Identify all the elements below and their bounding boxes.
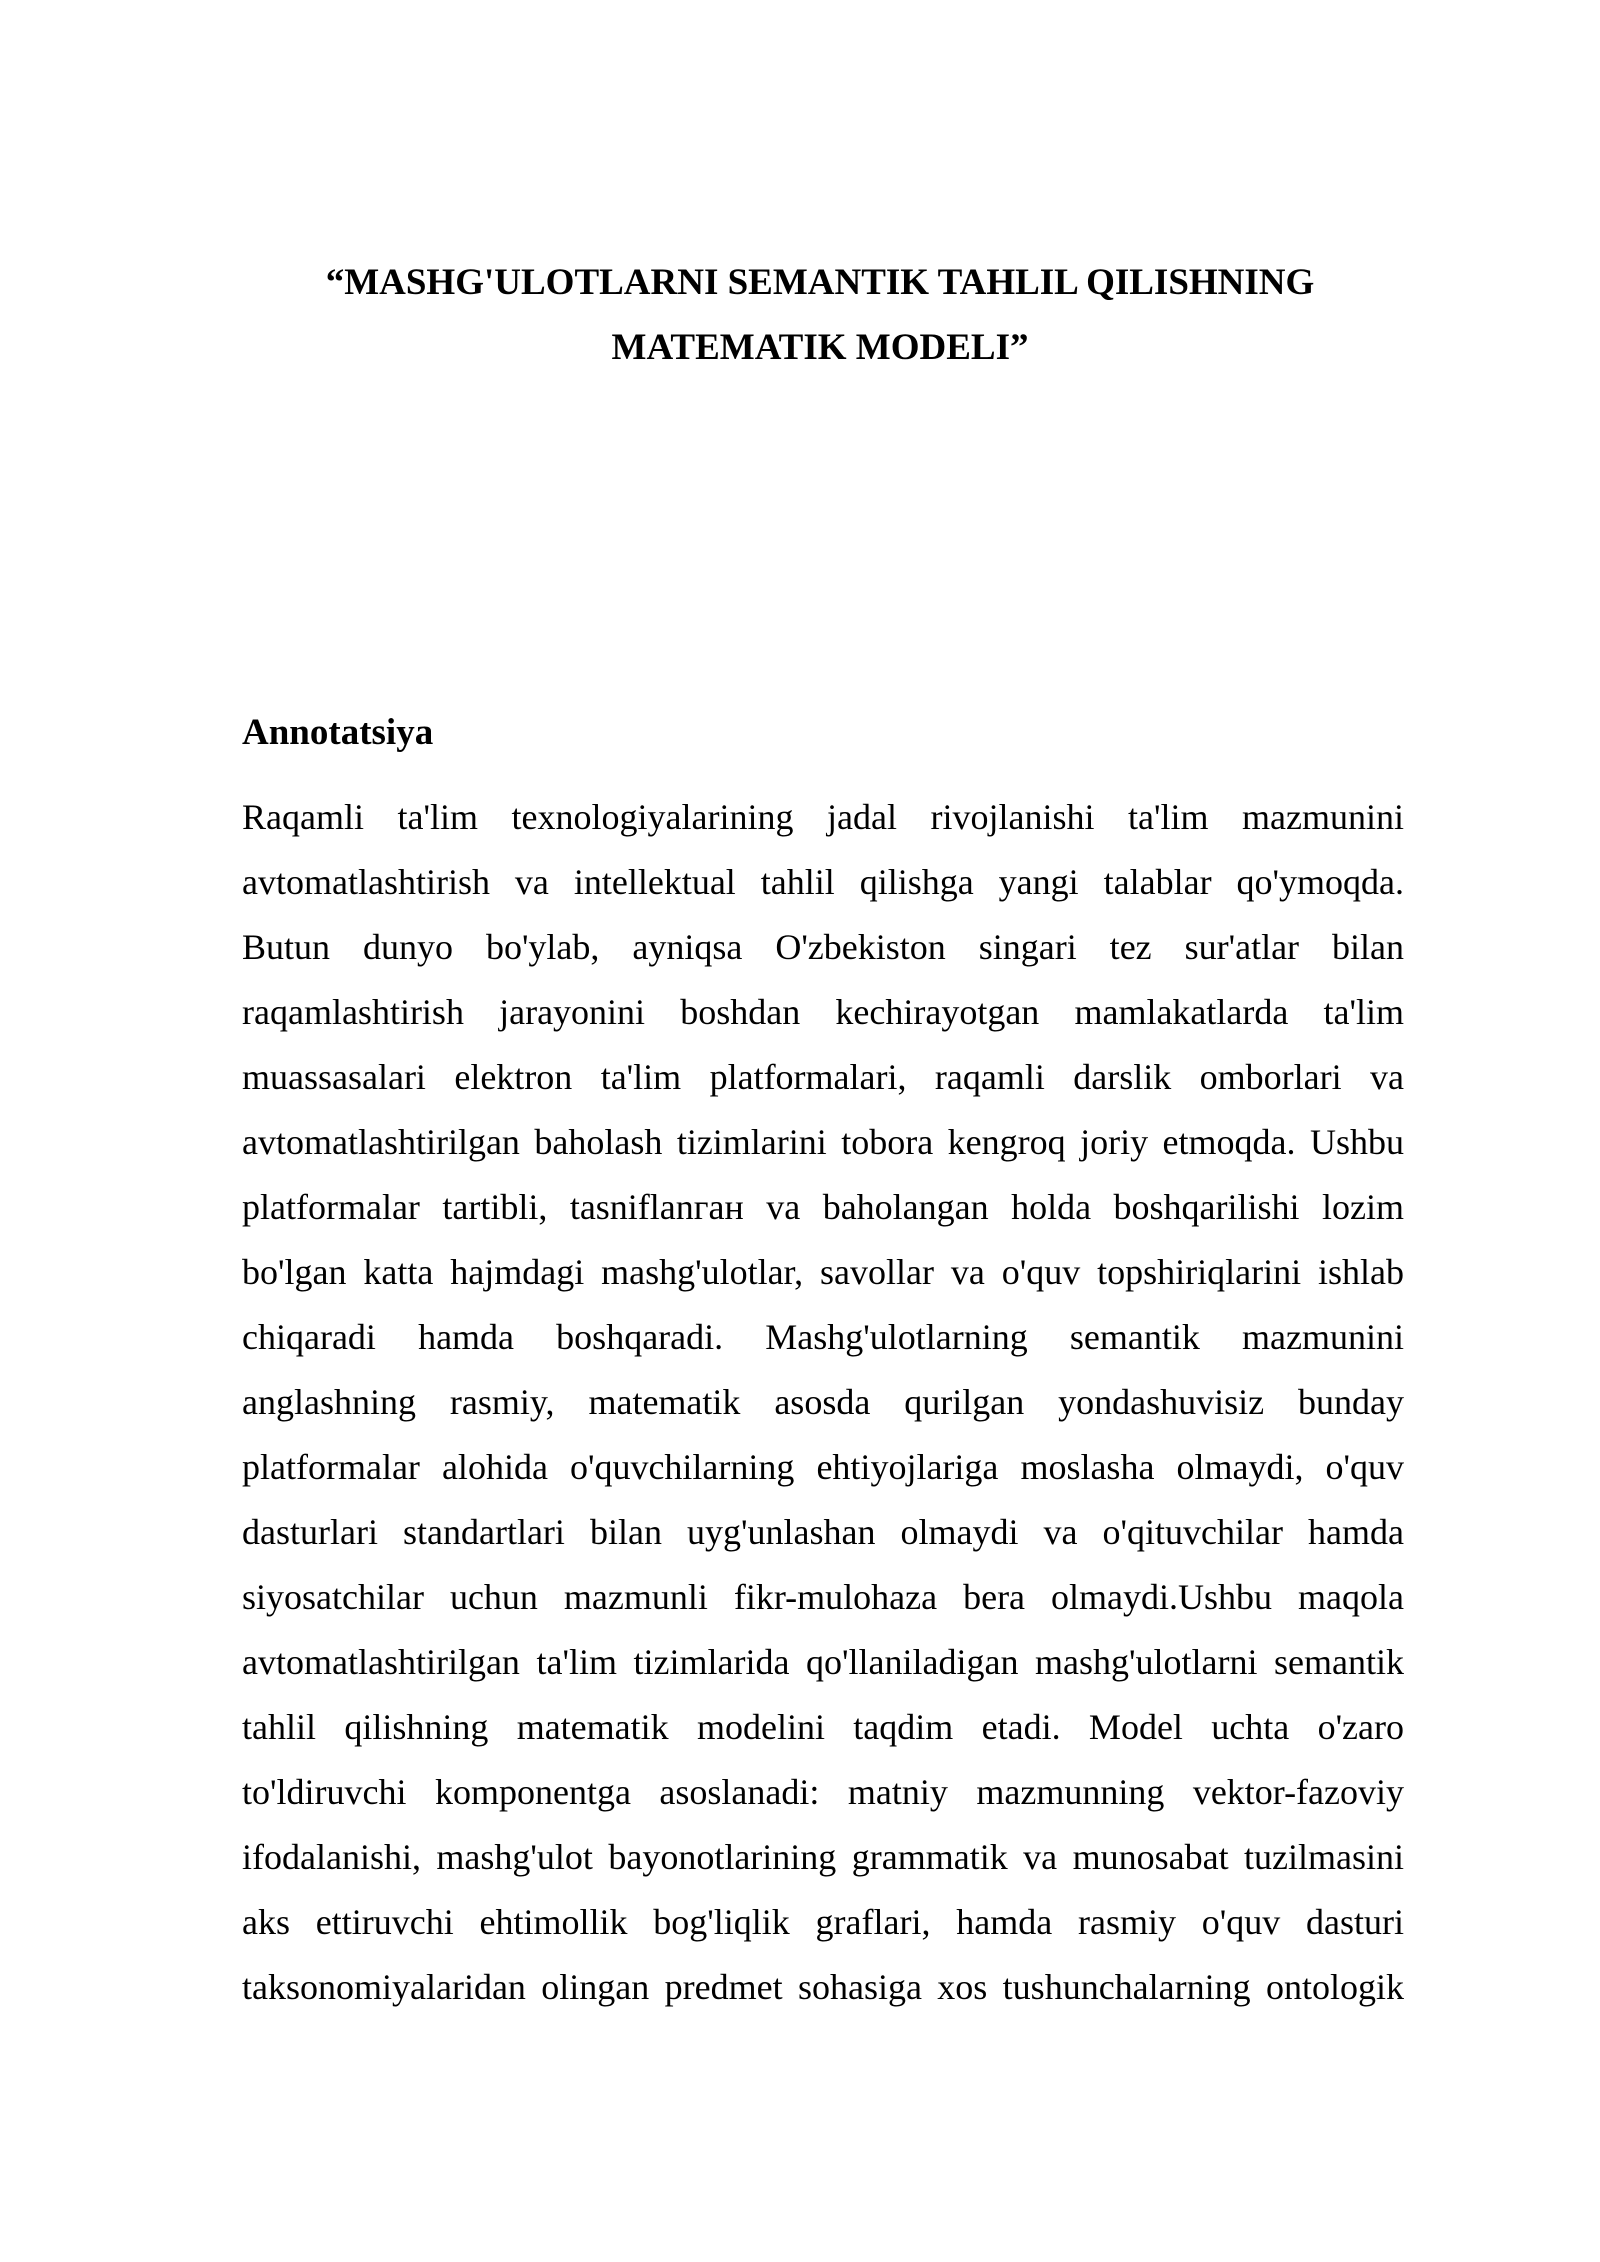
title-line-2: MATEMATIK MODELI” xyxy=(611,327,1029,368)
paragraph-line: avtomatlashtirilgan baholash tizimlarini tobora kengroq joriy etmoqda. Ushbu xyxy=(242,1122,1404,1162)
paragraph-line: raqamlashtirish jarayonini boshdan kechirayotgan mamlakatlarda ta'lim xyxy=(242,992,1404,1032)
paragraph-line: Raqamli ta'lim texnologiyalarining jadal rivojlanishi ta'lim mazmunini xyxy=(242,797,1404,837)
paragraph-line: platformalar alohida o'quvchilarning ehtiyojlariga moslasha olmaydi, o'quv xyxy=(242,1447,1404,1487)
paragraph-line: to'ldiruvchi komponentga asoslanadi: matniy mazmunning vektor-fazoviy xyxy=(242,1772,1404,1812)
paragraph-line: avtomatlashtirilgan ta'lim tizimlarida qo'llaniladigan mashg'ulotlarni semantik xyxy=(242,1642,1404,1682)
paragraph-line: ifodalanishi, mashg'ulot bayonotlarining grammatik va munosabat tuzilmasini xyxy=(242,1837,1404,1877)
title-line-1: “MASHG'ULOTLARNI SEMANTIK TAHLIL QILISHNING xyxy=(325,262,1315,303)
paragraph-line: anglashning rasmiy, matematik asosda qurilgan yondashuvisiz bunday xyxy=(242,1382,1404,1422)
paragraph-line: platformalar tartibli, tasniflanган va baholangan holda boshqarilishi lozim xyxy=(242,1187,1404,1227)
paragraph-line: Butun dunyo bo'ylab, ayniqsa O'zbekiston singari tez sur'atlar bilan xyxy=(242,927,1404,967)
paragraph-line: avtomatlashtirish va intellektual tahlil qilishga yangi talablar qo'ymoqda. xyxy=(242,862,1404,902)
section-heading: Annotatsiya xyxy=(242,712,434,753)
paragraph-line: bo'lgan katta hajmdagi mashg'ulotlar, savollar va o'quv topshiriqlarini ishlab xyxy=(242,1252,1404,1292)
paragraph-line: muassasalari elektron ta'lim platformalari, raqamli darslik omborlari va xyxy=(242,1057,1404,1097)
paragraph-line: chiqaradi hamda boshqaradi. Mashg'ulotlarning semantik mazmunini xyxy=(242,1317,1404,1357)
document-title xyxy=(240,250,1400,380)
paragraph-line: siyosatchilar uchun mazmunli fikr-mulohaza bera olmaydi.Ushbu maqola xyxy=(242,1577,1404,1617)
paragraph-line: taksonomiyalaridan olingan predmet sohasiga xos tushunchalarning ontologik xyxy=(242,1967,1404,2007)
paragraph-line: aks ettiruvchi ehtimollik bog'liqlik graflari, hamda rasmiy o'quv dasturi xyxy=(242,1902,1404,1942)
abstract-paragraph xyxy=(242,785,1404,2020)
paragraph-line: tahlil qilishning matematik modelini taqdim etadi. Model uchta o'zaro xyxy=(242,1707,1404,1747)
paragraph-line: dasturlari standartlari bilan uyg'unlashan olmaydi va o'qituvchilar hamda xyxy=(242,1512,1404,1552)
